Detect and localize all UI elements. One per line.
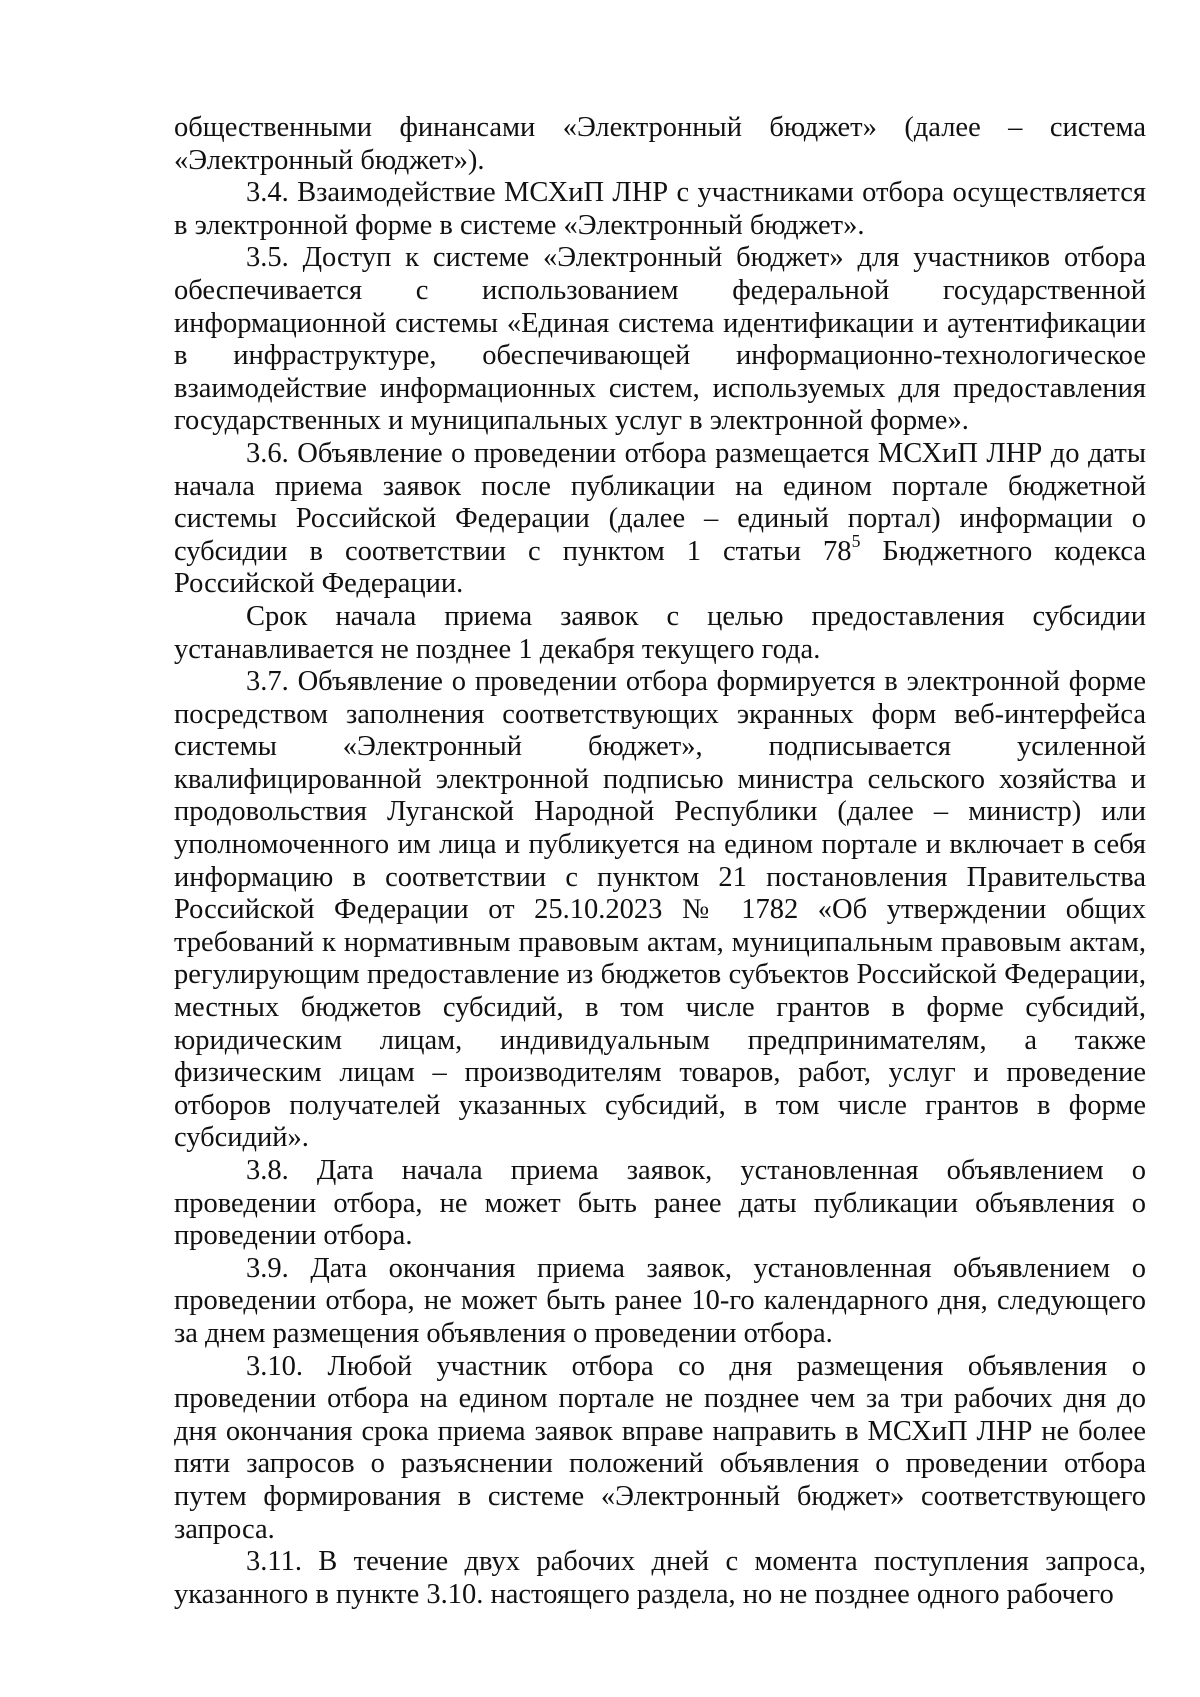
paragraph-deadline: Срок начала приема заявок с целью предоставления субсидии устанавливается не позднее 1 декабря текущего года.	[174, 600, 1146, 665]
paragraph-3-7: 3.7. Объявление о проведении отбора формируется в электронной форме посредством заполнения соответствующих экранных форм веб-интерфейса системы «Электронный бюджет», подписывается усиленной квалифицированной электронной подписью министра сельского хозяйства и продовольствия Луганской Народной Республики (далее – министр) или уполномоченного им лица и публикуется на едином портале и включает в себя информацию в соответствии с пунктом 21 постановления Правительства Российской Федерации от 25.10.2023 № 1782 «Об утверждении общих требований к нормативным правовым актам, муниципальным правовым актам, регулирующим предоставление из бюджетов субъектов Российской Федерации, местных бюджетов субсидий, в том числе грантов в форме субсидий, юридическим лицам, индивидуальным предпринимателям, а также физическим лицам – производителям товаров, работ, услуг и проведение отборов получателей указанных субсидий, в том числе грантов в форме субсидий».	[174, 666, 1146, 1154]
paragraph-3-6-tail: Бюджетного кодекса Российской Федерации.	[174, 535, 1147, 600]
paragraph-3-11: 3.11. В течение двух рабочих дней с момента поступления запроса, указанного в пункте 3.10. настоящего раздела, но не позднее одного рабочего	[174, 1546, 1146, 1610]
paragraph-3-8: 3.8. Дата начала приема заявок, установленная объявлением о проведении отбора, не может быть ранее даты публикации объявления о проведении отбора.	[174, 1155, 1146, 1252]
article-superscript: 5	[851, 530, 861, 551]
paragraph-3-6-text: 3.6. Объявление о проведении отбора размещается МСХиП ЛНР до даты начала приема заявок после публикации на едином портале бюджетной системы Российской Федерации (далее – единый портал) информации о субсидии в соответствии с пунктом 1 статьи 78	[174, 437, 1146, 567]
paragraph-3-5: 3.5. Доступ к системе «Электронный бюджет» для участников отбора обеспечивается с использованием федеральной государственной информационной системы «Единая система идентификации и аутентификации в инфраструктуре, обеспечивающей информационно-технологическое взаимодействие информационных систем, используемых для предоставления государственных и муниципальных услуг в электронной форме».	[174, 242, 1146, 437]
paragraph-3-4: 3.4. Взаимодействие МСХиП ЛНР с участниками отбора осуществляется в электронной форме в системе «Электронный бюджет».	[174, 177, 1146, 241]
paragraph-3-9: 3.9. Дата окончания приема заявок, установленная объявлением о проведении отбора, не может быть ранее 10-го календарного дня, следующего за днем размещения объявления о проведении отбора.	[174, 1252, 1146, 1349]
paragraph-3-6	[174, 438, 1146, 601]
document-body	[174, 112, 1146, 1611]
paragraph-continuation: общественными финансами «Электронный бюджет» (далее – система «Электронный бюджет»).	[174, 112, 1146, 176]
paragraph-3-10: 3.10. Любой участник отбора со дня размещения объявления о проведении отбора на едином портале не позднее чем за три рабочих дня до дня окончания срока приема заявок вправе направить в МСХиП ЛНР не более пяти запросов о разъяснении положений объявления о проведении отбора путем формирования в системе «Электронный бюджет» соответствующего запроса.	[174, 1350, 1146, 1545]
